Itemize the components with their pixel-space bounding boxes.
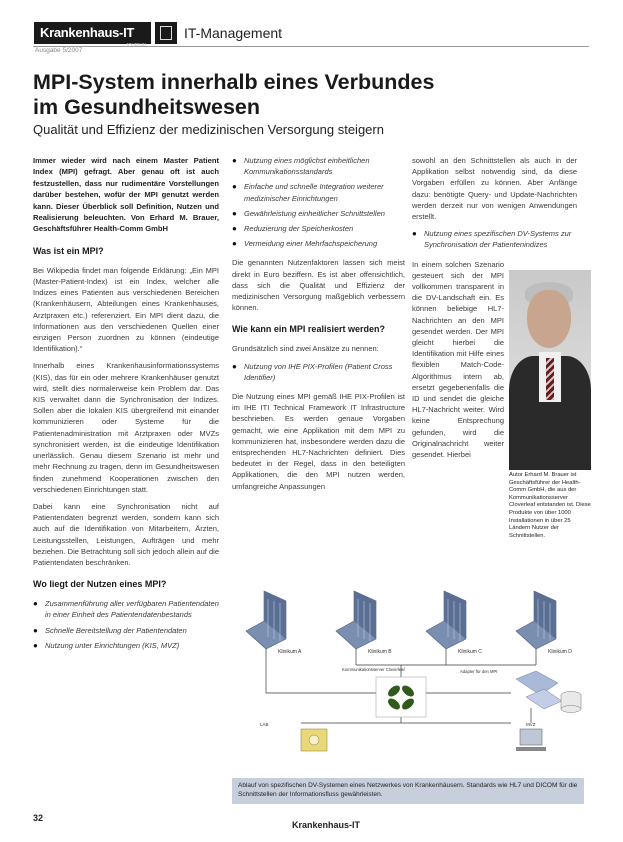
paragraph: Grundsätzlich sind zwei Ansätze zu nennen:: [232, 344, 379, 354]
hospital-c-label: Klinikum C: [458, 649, 482, 655]
section-icon: [155, 22, 177, 44]
list-item: ● Nutzung eines möglichst einheitlichen Kommunikationsstandards: [232, 155, 405, 177]
list-item: ● Zusammenführung aller verfügbaren Patientendaten in einer Einheit des Patientendatenbestands: [33, 598, 219, 620]
issue-label: Ausgabe 5/2007: [35, 47, 83, 54]
list-item: ● Reduzierung der Speicherkosten: [232, 223, 405, 234]
adapter-label: Adapter für den MPI: [460, 669, 498, 674]
photo-caption: Autor Erhard M. Brauer ist Geschäftsführer der Health-Comm GmbH, die aus der Kommunikationsserver Cloverleaf entstanden ist. Diese Produkte von über 1000 Installationen in über 25 Ländern Nutzer der Schnittstellen.: [509, 472, 591, 539]
server-box: [376, 677, 426, 717]
list-item: ● Gewährleistung einheitlicher Schnittstellen: [232, 208, 405, 219]
list-item: ● Vermeidung einer Mehrfachspeicherung: [232, 238, 405, 249]
hospital-a-label: Klinikum A: [278, 649, 302, 655]
diagram-caption: Ablauf von spezifischen DV-Systemen eines Netzwerkes von Krankenhäusern. Standards wie HL7 und DICOM für die Schnittstellen der Informationsfluss gewährleisten.: [232, 778, 584, 804]
article-title: MPI-System innerhalb eines Verbundes im Gesundheitswesen: [33, 70, 435, 119]
approach-list: [232, 361, 405, 383]
paragraph: Innerhalb eines Krankenhausinformationssystems (KIS), das für ein oder mehrere Krankenhäuser genutzt wird, stellt dies normalerweise kein Problem dar. Das KIS verwaltet dann die Synchronisation der Indizes. Sollen aber die lokalen KIS übergreifend mit einander kommunizieren oder Systeme für die Patientenadministration mit Arztpraxen oder MVZs synchronisiert werden, ist die eindeutige Identifikation unerlässlich. Genau diesem Szenario ist mehr und mehr Rechnung zu tragen, denn im Gesundheitswesen finden zunehmend Kooperationen zwischen den verschiedenen Einrichtungen statt.: [33, 361, 219, 494]
server-label: Kommunikationsserver Cloverleaf: [342, 667, 405, 672]
hospital-a-icon: [246, 591, 286, 649]
database-icon: [561, 692, 581, 713]
paragraph: Die Nutzung eines MPI gemäß IHE PIX-Profilen ist im IHE ITI Technical Framework IT Infrastructure beschrieben. Es werden genaue Vorgaben gemacht, wie eine Applikation mit dem MPI zu kommunizieren hat, insbesondere werden dazu die entsprechenden HL7-Nachrichten definiert. Dies bedeutet in der Regel, dass in den beteiligten Applikationen, die den MPI nutzen werden, umfangreiche Anpassungen: [232, 392, 405, 491]
lab-label: LAB: [260, 722, 269, 727]
network-diagram: [226, 583, 592, 773]
mpi-network-icon: [516, 671, 562, 709]
header-rule: [33, 46, 589, 47]
list-item: ● Nutzung von IHE PIX-Profilen (Patient Cross Identifier): [232, 361, 405, 383]
mvz-label: MVZ: [526, 722, 536, 727]
page-number: 32: [33, 813, 44, 823]
article-subtitle: Qualität und Effizienz der medizinischen Versorgung steigern: [33, 122, 384, 137]
column-2: [232, 155, 405, 498]
lab-equipment-icon: [301, 729, 327, 751]
workstation-icon: [516, 729, 546, 751]
hospital-c-icon: [426, 591, 466, 649]
list-item: ● Schnelle Bereitstellung der Patientendaten: [33, 625, 219, 636]
article-lead: Immer wieder wird nach einem Master Patient Index (MPI) gefragt. Aber genau oft ist auch festzustellen, dass nur rudimentäre Vorstellungen darüber bestehen, wofür der MPI genutzt werden kann. Dieser Überblick soll Definition, Nutzen und Realisierung beleuchten. Von Erhard M. Brauer, Geschäftsführer Health-Comm GmbH: [33, 156, 219, 234]
paragraph: Die genannten Nutzenfaktoren lassen sich meist direkt in Euro beziffern. Es ist aber offensichtlich, dass sich die Qualität und Effizienz der medizinischen Versorgung maßgeblich verbessern können.: [232, 258, 405, 313]
heading-realisierung: Wie kann ein MPI realisiert werden?: [232, 324, 385, 335]
list-item: ● Einfache und schnelle Integration weiterer medizinischer Einrichtungen: [232, 181, 405, 203]
list-item: ● Nutzung unter Einrichtungen (KIS, MVZ): [33, 640, 219, 651]
footer-logo: Krankenhaus-IT: [292, 820, 361, 830]
heading-was-ist-mpi: Was ist ein MPI?: [33, 245, 104, 256]
paragraph: sowohl an den Schnittstellen als auch in der Applikation selbst notwendig sind, da diese Vorgaben erfüllen zu können. Aber Anfänge dazu: benötigte Query- und Update-Nachrichten werden derzeit nur von wenigen Anwendungen erstellt.: [412, 156, 577, 222]
paragraph: Bei Wikipedia findet man folgende Erklärung: „Ein MPI (Master-Patient-Index) ist ein Index, welcher alle Indizes eines Patienten aus verschiedenen Bereichen (Krankenhäusern, Abteilungen eines Krankenhauses, Arztpraxen etc.) referenziert. Ein MPI dient dazu, die Informationen aus den verschiedenen Quellen einer einzigen Person zuordnen zu können (eindeutige Identifikation).“: [33, 265, 219, 354]
list-item: ● Nutzung eines spezifischen DV-Systems zur Synchronisation der Patientenindizes: [412, 228, 577, 250]
author-photo: [509, 270, 591, 470]
hospital-b-label: Klinikum B: [368, 649, 392, 655]
column-1: [33, 155, 219, 659]
approach-list-2: [412, 228, 577, 250]
paragraph: In einem solchen Szenario gesteuert sich der MPI vollkommen transparent in die DV-Landschaft ein. Es können beliebige HL7-Nachrichten an den MPI gesendet werden. Der MPI gleicht hierbei die Identifikation mit Hilfe eines flexiblen Match-Code-Algorithmus intern ab, ersetzt gegebenenfalls die ID und sendet die gleiche HL7-Nachricht weiter. Wird keine Entsprechung gefunden, wird die Originalnachricht weiter gesendet. Hierbei: [412, 259, 504, 460]
hospital-d-icon: [516, 591, 556, 649]
nutzen-list: [33, 598, 219, 651]
journal-logo: [34, 22, 151, 44]
benefit-list: [232, 155, 405, 249]
section-title: IT-Management: [184, 25, 283, 41]
logo-text: Krankenhaus-IT: [40, 25, 135, 40]
heading-nutzen: Wo liegt der Nutzen eines MPI?: [33, 579, 167, 590]
hospital-d-label: Klinikum D: [548, 649, 572, 655]
paragraph: Dabei kann eine Synchronisation nicht auf Patientendaten begrenzt werden, sondern kann sich auch auf die Identifikation von Mitarbeitern, Ärzten, Leistungsstellen, Leistungen, Aufträgen und mehr beziehen. Die Betrachtung soll sich jedoch allein auf die Patientendaten beschränken.: [33, 501, 219, 567]
hospital-b-icon: [336, 591, 376, 649]
